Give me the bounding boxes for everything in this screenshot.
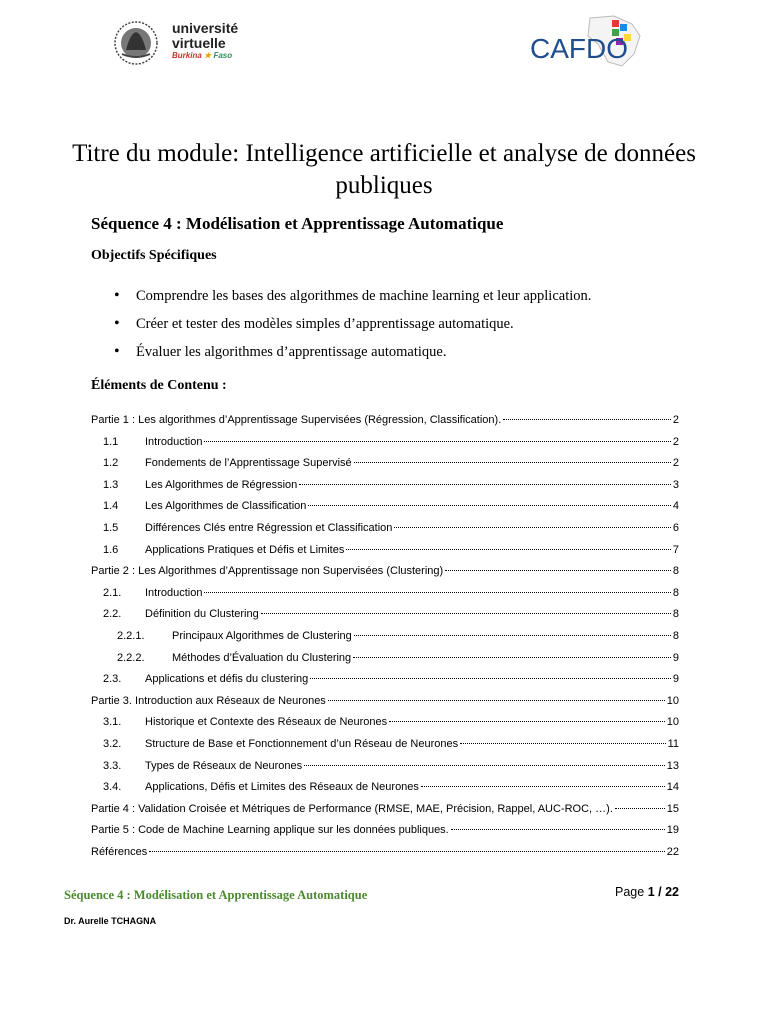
uv-line1: université: [172, 20, 239, 36]
uv-line2: virtuelle: [172, 35, 226, 51]
toc-leader: [299, 484, 671, 485]
toc-page: 6: [672, 521, 679, 534]
toc-page: 3: [672, 478, 679, 491]
toc-page: 10: [666, 694, 679, 707]
toc-text: Types de Réseaux de Neurones: [145, 759, 303, 772]
toc-page: 9: [672, 651, 679, 664]
toc-page: 15: [666, 802, 679, 815]
page-total: 22: [665, 885, 679, 899]
page-label: Page: [615, 885, 645, 899]
toc-entry[interactable]: [91, 522, 679, 544]
toc-text: Applications et défis du clustering: [145, 673, 309, 686]
footer-author: Dr. Aurelle TCHAGNA: [64, 916, 157, 926]
toc-text: Principaux Algorithmes de Clustering: [172, 629, 352, 642]
toc-entry[interactable]: [91, 479, 679, 501]
objective-item: • Créer et tester des modèles simples d’apprentissage automatique.: [108, 314, 591, 342]
toc-number: 2.3.: [103, 673, 122, 686]
content-heading: Éléments de Contenu :: [91, 378, 227, 393]
toc-text: Introduction: [145, 586, 203, 599]
toc-page: 7: [672, 543, 679, 556]
toc-entry[interactable]: [91, 630, 679, 652]
module-title: Titre du module: Intelligence artificielle et analyse de données publiques: [72, 140, 696, 199]
toc-number: 1.1: [103, 435, 119, 448]
toc-leader: [204, 441, 670, 442]
toc-page: 8: [672, 629, 679, 642]
toc-leader: [389, 721, 665, 722]
toc-text: Définition du Clustering: [145, 608, 259, 621]
toc-page: 9: [672, 673, 679, 686]
toc-entry[interactable]: [91, 544, 679, 566]
toc-leader: [328, 700, 665, 701]
seal-icon: [112, 20, 160, 66]
toc-entry[interactable]: [91, 695, 679, 717]
toc-page: 19: [666, 824, 679, 837]
toc-number: 2.2.1.: [117, 629, 145, 642]
toc-text: Applications Pratiques et Défis et Limites: [145, 543, 345, 556]
toc-leader: [354, 462, 671, 463]
toc-entry[interactable]: [91, 414, 679, 436]
footer-sequence: Séquence 4 : Modélisation et Apprentissage Automatique: [64, 888, 368, 902]
toc-leader: [421, 786, 665, 787]
toc-text: Applications, Défis et Limites des Réseaux de Neurones: [145, 781, 419, 794]
cafdo-logo: [528, 14, 648, 68]
toc-leader: [460, 743, 665, 744]
objective-item: • Comprendre les bases des algorithmes de machine learning et leur application.: [108, 286, 591, 314]
toc-entry[interactable]: [91, 565, 679, 587]
toc-leader: [308, 505, 670, 506]
toc-entry[interactable]: [91, 716, 679, 738]
toc-entry[interactable]: [91, 608, 679, 630]
toc-page: 8: [672, 586, 679, 599]
toc-page: 2: [672, 435, 679, 448]
toc-text: Les Algorithmes de Régression: [145, 478, 298, 491]
toc-page: 4: [672, 500, 679, 513]
toc-leader: [204, 592, 670, 593]
toc-leader: [304, 765, 665, 766]
cafdo-logo-text: CAFDO: [530, 33, 628, 64]
page-current: 1: [647, 885, 655, 899]
toc-text: Partie 1 : Les algorithmes d’Apprentissage Supervisées (Régression, Classification).: [91, 414, 502, 426]
toc-entry[interactable]: [91, 587, 679, 609]
toc-leader: [445, 570, 671, 571]
toc-leader: [503, 419, 671, 420]
table-of-contents: [91, 414, 679, 867]
toc-text: Références: [91, 845, 148, 858]
toc-number: 2.2.: [103, 608, 122, 621]
toc-page: 13: [666, 759, 679, 772]
toc-leader: [261, 613, 671, 614]
toc-entry[interactable]: [91, 436, 679, 458]
toc-text: Les Algorithmes de Classification: [145, 500, 307, 513]
toc-page: 14: [666, 781, 679, 794]
toc-number: 3.3.: [103, 759, 122, 772]
toc-page: 22: [666, 845, 679, 858]
uv-faso: Faso: [213, 51, 233, 60]
universite-virtuelle-logo: [112, 18, 252, 68]
uv-star-icon: ★: [204, 51, 212, 60]
toc-text: Structure de Base et Fonctionnement d’un Réseau de Neurones: [145, 737, 459, 750]
toc-text: Partie 3. Introduction aux Réseaux de Neurones: [91, 694, 326, 707]
toc-text: Introduction: [145, 435, 203, 448]
toc-entry[interactable]: [91, 760, 679, 782]
toc-page: 2: [672, 457, 679, 470]
toc-text: Différences Clés entre Régression et Classification: [145, 521, 393, 534]
toc-page: 8: [672, 565, 679, 578]
toc-text: Historique et Contexte des Réseaux de Neurones: [145, 716, 388, 729]
page-separator: /: [658, 885, 662, 899]
toc-entry[interactable]: [91, 781, 679, 803]
sequence-title: Séquence 4 : Modélisation et Apprentissage Automatique: [91, 214, 504, 233]
toc-text: Fondements de l’Apprentissage Supervisé: [145, 457, 352, 470]
uv-burkina: Burkina: [172, 51, 202, 60]
toc-entry[interactable]: [91, 652, 679, 674]
toc-number: 1.6: [103, 543, 119, 556]
toc-number: 2.2.2.: [117, 651, 145, 664]
toc-leader: [149, 851, 664, 852]
page-number: [615, 885, 679, 899]
toc-number: 3.2.: [103, 737, 122, 750]
toc-leader: [354, 635, 671, 636]
toc-text: Partie 2 : Les Algorithmes d’Apprentissage non Supervisées (Clustering): [91, 565, 444, 578]
toc-leader: [394, 527, 670, 528]
toc-entry[interactable]: [91, 803, 679, 825]
toc-number: 1.2: [103, 457, 119, 470]
toc-number: 3.4.: [103, 781, 122, 794]
objectives-list: [108, 286, 591, 370]
toc-leader: [346, 549, 671, 550]
toc-entry[interactable]: [91, 500, 679, 522]
toc-number: 3.1.: [103, 716, 122, 729]
toc-entry[interactable]: [91, 738, 679, 760]
toc-entry[interactable]: [91, 673, 679, 695]
toc-page: 2: [672, 414, 679, 426]
toc-entry[interactable]: [91, 457, 679, 479]
toc-text: Partie 5 : Code de Machine Learning applique sur les données publiques.: [91, 824, 449, 837]
toc-number: 1.4: [103, 500, 119, 513]
toc-page: 8: [672, 608, 679, 621]
toc-number: 1.3: [103, 478, 119, 491]
toc-entry[interactable]: [91, 846, 679, 868]
toc-leader: [353, 657, 671, 658]
toc-leader: [310, 678, 671, 679]
toc-entry[interactable]: [91, 824, 679, 846]
toc-text: Méthodes d’Évaluation du Clustering: [172, 651, 352, 664]
toc-page: 11: [667, 737, 679, 750]
toc-leader: [451, 829, 665, 830]
toc-number: 1.5: [103, 521, 119, 534]
toc-number: 2.1.: [103, 586, 122, 599]
toc-leader: [615, 808, 665, 809]
objectives-heading: Objectifs Spécifiques: [91, 248, 217, 263]
toc-text: Partie 4 : Validation Croisée et Métriques de Performance (RMSE, MAE, Précision, Rappel, AUC-ROC, …).: [91, 802, 613, 815]
objective-item: • Évaluer les algorithmes d’apprentissage automatique.: [108, 342, 591, 370]
toc-page: 10: [666, 716, 679, 729]
